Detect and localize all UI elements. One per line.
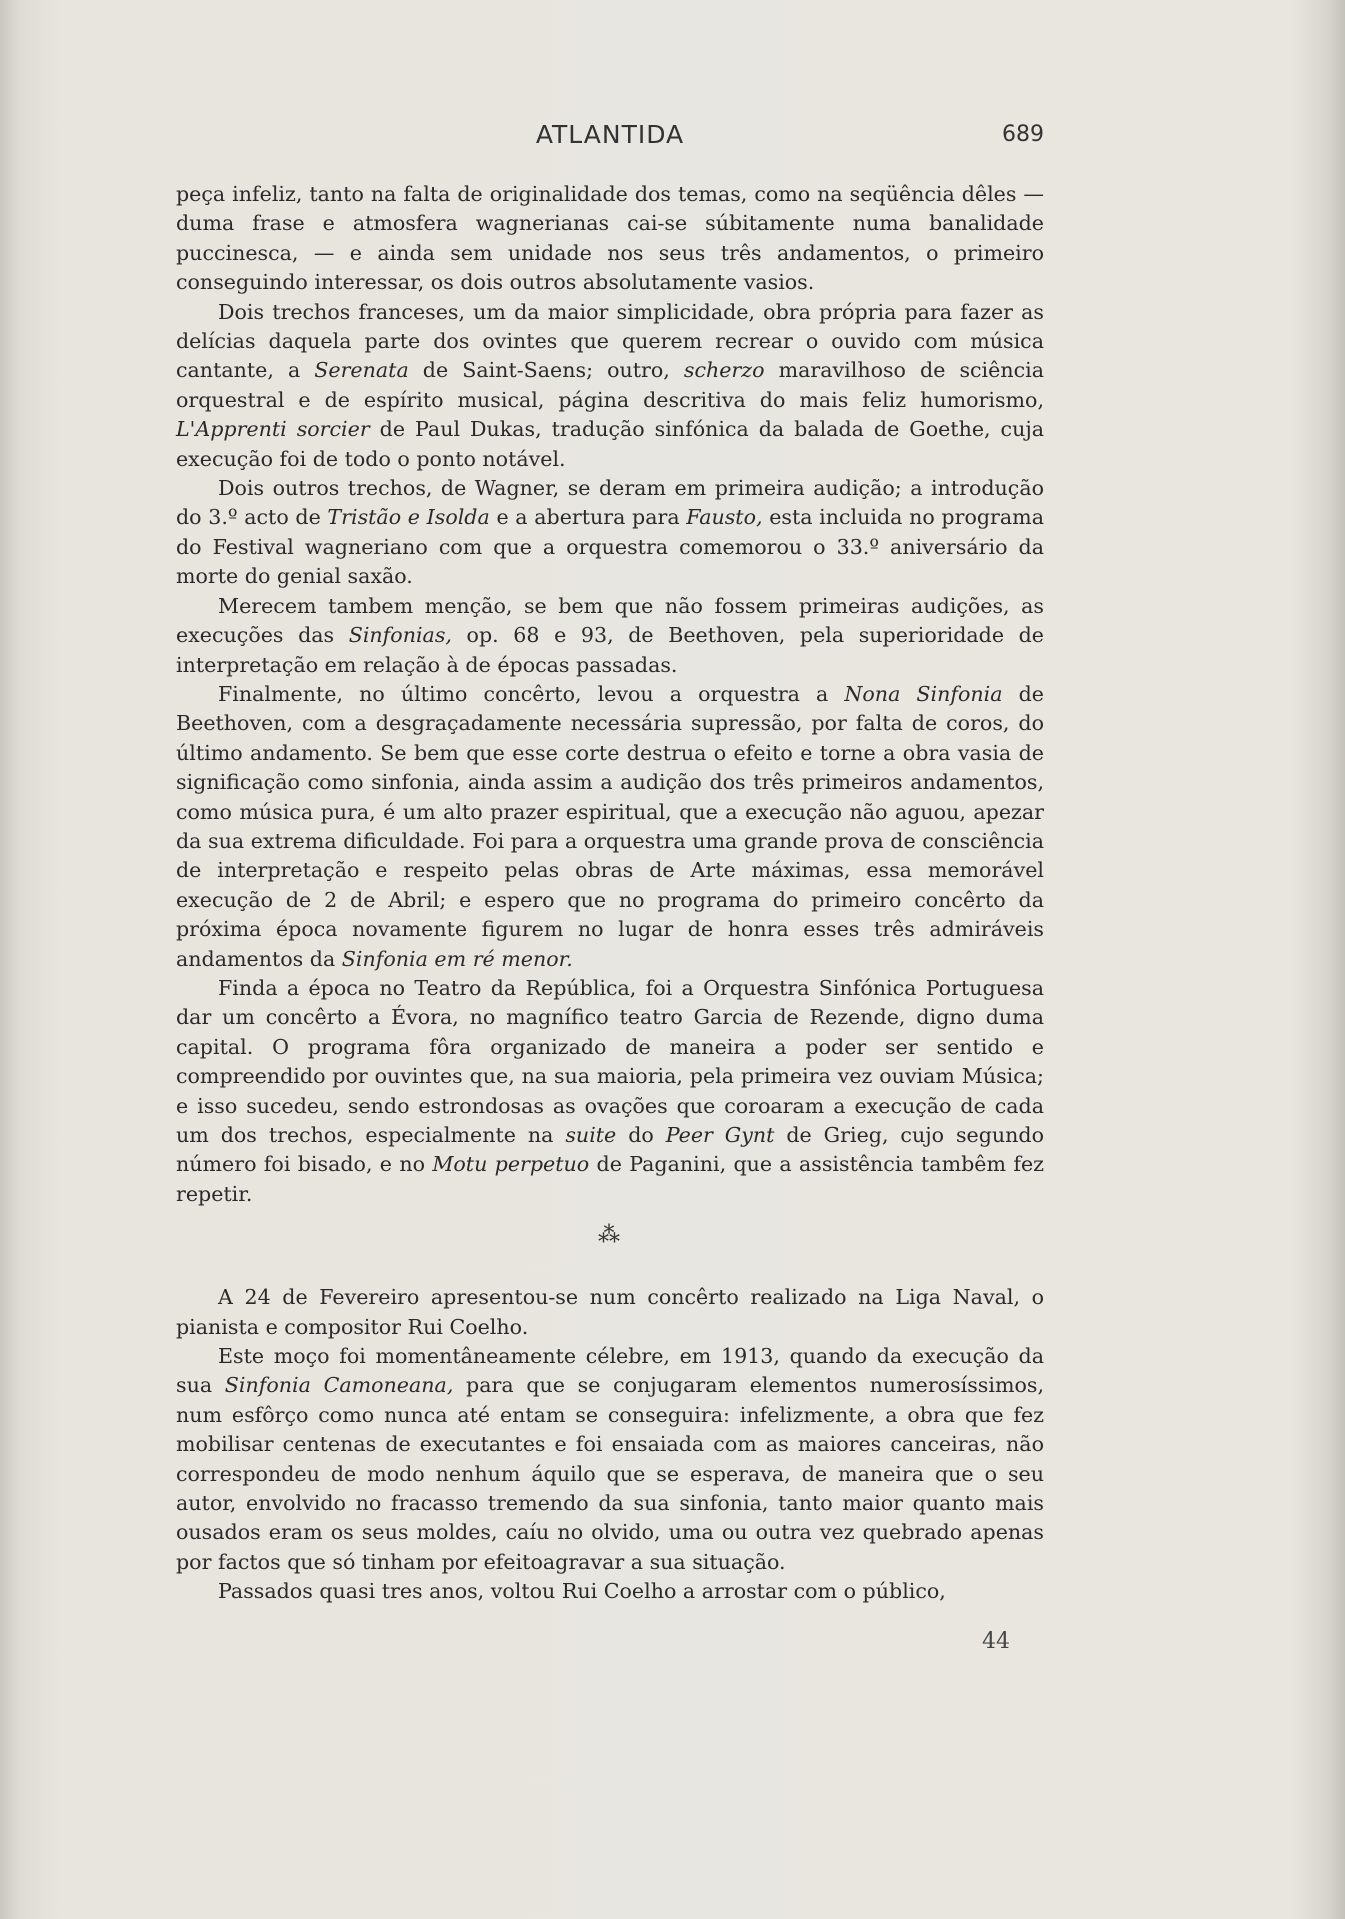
text-span: maravilhoso de sciência orquestral e de espírito musical, página descritiva do mais feliz humorismo, — [176, 358, 1044, 412]
text-section-1 — [176, 180, 1044, 1209]
text-span: op. 68 e 93, de Beethoven, pela superioridade de interpretação em relação à de épocas passadas. — [176, 623, 1044, 677]
text-span: Passados quasi tres anos, voltou Rui Coelho a arrostar com o público, — [218, 1579, 946, 1604]
text-span: Dois trechos franceses, um da maior simplicidade, obra própria para fazer as delícias daquela parte dos ovintes que querem recrear o ouvido com música cantante, a — [176, 299, 1044, 383]
text-span: de Paganini, que a assistência tambêm fez repetir. — [176, 1152, 1044, 1206]
italic-span: Fausto, — [686, 505, 763, 530]
text-span: A 24 de Fevereiro apresentou-se num concêrto realizado na Liga Naval, o pianista e compositor Rui Coelho. — [176, 1285, 1044, 1339]
text-section-2 — [176, 1283, 1044, 1606]
paragraph — [176, 592, 1044, 680]
italic-span: Sinfonia Camoneana, — [224, 1373, 454, 1398]
italic-span: Peer Gynt — [665, 1123, 775, 1147]
paragraph — [176, 298, 1044, 474]
text-span: de Beethoven, com a desgraçadamente necessária supressão, por falta de coros, do último andamento. Se bem que esse corte destrua o efeito e torne a obra vasia de significação como sinfonia, ainda assim a audição dos três primeiros andamentos, como música pura, é um alto prazer espiritual, que a execução não aguou, apezar da sua extrema dificuldade. Foi para a orquestra uma grande prova de consciência de interpretação e respeito pelas obras de Arte máximas, essa memorável execução de 2 de Abril; e espero que no programa do primeiro concêrto da próxima época novamente figurem no lugar de honra esses três admiráveis andamentos da — [176, 681, 1044, 971]
running-title: ATLANTIDA — [535, 120, 685, 149]
paragraph — [176, 1283, 1044, 1342]
text-span: Dois outros trechos, de Wagner, se deram em primeira audição; a introdução do 3.º acto de — [176, 476, 1044, 530]
paragraph — [176, 474, 1044, 592]
paragraph — [176, 1577, 1044, 1606]
paragraph — [176, 180, 1044, 298]
body-text — [176, 180, 1044, 1607]
text-span: Finalmente, no último concêrto, levou a orquestra a — [218, 681, 845, 706]
signature-mark: 44 — [982, 1629, 1010, 1654]
italic-span: Sinfonias, — [348, 623, 452, 648]
text-span: de Saint-Saens; outro, — [408, 358, 684, 383]
italic-span: Tristão e Isolda — [327, 505, 490, 530]
text-span: do — [616, 1123, 666, 1147]
text-span: e a abertura para — [489, 505, 687, 530]
italic-span: scherzo — [683, 358, 765, 383]
text-span: peça infeliz, tanto na falta de originalidade dos temas, como na seqüência dêles — duma frase e atmosfera wagnerianas cai-se súbitamente numa banalidade puccinesca, — e ainda sem unidade nos seus três andamentos, o primeiro conseguindo interessar, os dois outros absolutamente vasios. — [176, 182, 1044, 295]
italic-span: Nona Sinfonia — [844, 681, 1003, 706]
text-span: de Paul Dukas, tradução sinfónica da balada de Goethe, cuja execução foi de todo o ponto notável. — [176, 417, 1044, 471]
text-span: Finda a época no Teatro da República, foi a Orquestra Sinfónica Portuguesa dar um concêrto a Évora, no magnífico teatro Garcia de Rezende, digno duma capital. O programa fôra organizado de maneira a poder ser sentido e compreendido por ouvintes que, na sua maioria, pela primeira vez ouviam Música; e isso sucedeu, sendo estrondosas as ovações que coroaram a execução de cada um dos trechos, especialmente na — [176, 975, 1044, 1147]
italic-span: Serenata — [314, 358, 409, 383]
running-header — [176, 120, 1044, 160]
text-span: Merecem tambem menção, se bem que não fossem primeiras audições, as execuções das — [176, 593, 1044, 648]
italic-span: Sinfonia em ré menor. — [341, 946, 573, 971]
page-number: 689 — [1002, 122, 1044, 147]
paragraph — [176, 974, 1044, 1209]
section-separator: ⁂ — [598, 1223, 622, 1249]
paragraph — [176, 1342, 1044, 1577]
text-span: para que se conjugaram elementos numerosíssimos, num esfôrço como nunca até entam se conseguira: infelizmente, a obra que fez mobilisar centenas de executantes e foi ensaiada com as maiores canceiras, não correspondeu de modo nenhum áquilo que se esperava, de maneira que o seu autor, envolvido no fracasso tremendo da sua sinfonia, tanto maior quanto mais ousados eram os seus moldes, caíu no olvido, uma ou outra vez quebrado apenas por factos que só tinham por efeitoagravar a sua situação. — [176, 1373, 1044, 1574]
italic-span: suite — [565, 1123, 617, 1147]
paragraph — [176, 680, 1044, 974]
italic-span: Motu perpetuo — [432, 1152, 590, 1177]
italic-span: L'Apprenti sorcier — [176, 417, 370, 442]
text-span: Este moço foi momentâneamente célebre, em 1913, quando da execução da sua — [176, 1344, 1044, 1398]
text-span: esta incluida no programa do Festival wagneriano com que a orquestra comemorou o 33.º aniversário da morte do genial saxão. — [176, 505, 1044, 589]
text-span: de Grieg, cujo segundo número foi bisado, e no — [176, 1123, 1044, 1177]
